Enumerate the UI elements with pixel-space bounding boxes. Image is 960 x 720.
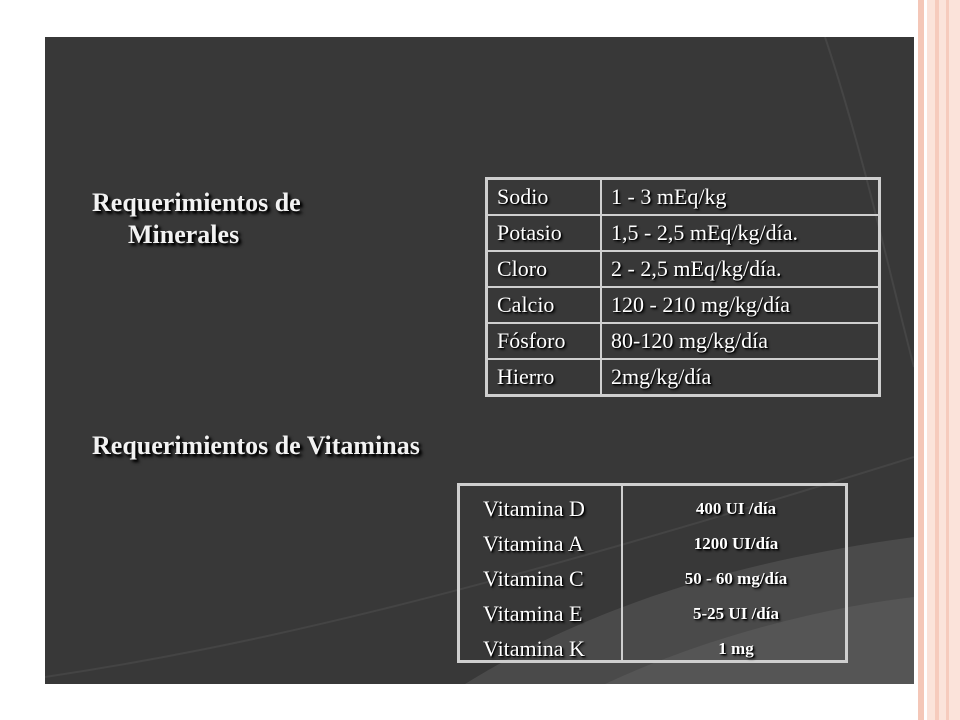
- slide-content: [45, 37, 914, 684]
- table-row: [487, 251, 880, 287]
- vitamin-dose: 50 - 60 mg/día: [684, 569, 788, 588]
- mineral-value: 80-120 mg/kg/día: [601, 323, 880, 359]
- mineral-value: 2 - 2,5 mEq/kg/día.: [601, 251, 880, 287]
- minerals-heading: [92, 187, 432, 251]
- vitamin-dose: 400 UI /día: [695, 499, 777, 518]
- vitamin-dose: 5-25 UI /día: [693, 604, 779, 623]
- decorative-side-line: [946, 0, 949, 720]
- mineral-name: Potasio: [487, 215, 602, 251]
- mineral-value: 1,5 - 2,5 mEq/kg/día.: [601, 215, 880, 251]
- vitamin-dose-list: [625, 491, 847, 666]
- mineral-value: 120 - 210 mg/kg/día: [601, 287, 880, 323]
- mineral-name: Hierro: [487, 359, 602, 396]
- decorative-side-stripe: [918, 0, 924, 720]
- vitamins-heading: Requerimientos de Vitaminas: [92, 431, 420, 460]
- vitamin-name: Vitamina D: [483, 496, 585, 521]
- vitamin-dose: 1200 UI/día: [693, 534, 779, 553]
- vitamin-name: Vitamina E: [483, 601, 583, 626]
- mineral-name: Cloro: [487, 251, 602, 287]
- mineral-value: 2mg/kg/día: [601, 359, 880, 396]
- minerals-table: [485, 177, 881, 397]
- table-row: [487, 323, 880, 359]
- table-row: [487, 359, 880, 396]
- vitamin-dose: 1 mg: [718, 639, 754, 658]
- table-row: [487, 215, 880, 251]
- vitamin-name-list: [483, 491, 623, 666]
- minerals-heading-line1: Requerimientos de: [92, 188, 301, 217]
- mineral-name: Fósforo: [487, 323, 602, 359]
- decorative-side-line: [935, 0, 939, 720]
- vitamin-name: Vitamina C: [483, 566, 584, 591]
- table-row: [487, 287, 880, 323]
- minerals-heading-line2: Minerales: [128, 220, 240, 249]
- mineral-value: 1 - 3 mEq/kg: [601, 179, 880, 216]
- vitamin-name: Vitamina A: [483, 531, 584, 556]
- mineral-name: Calcio: [487, 287, 602, 323]
- mineral-name: Sodio: [487, 179, 602, 216]
- vitamin-name: Vitamina K: [483, 636, 585, 661]
- decorative-side-band: [927, 0, 960, 720]
- table-row: [487, 179, 880, 216]
